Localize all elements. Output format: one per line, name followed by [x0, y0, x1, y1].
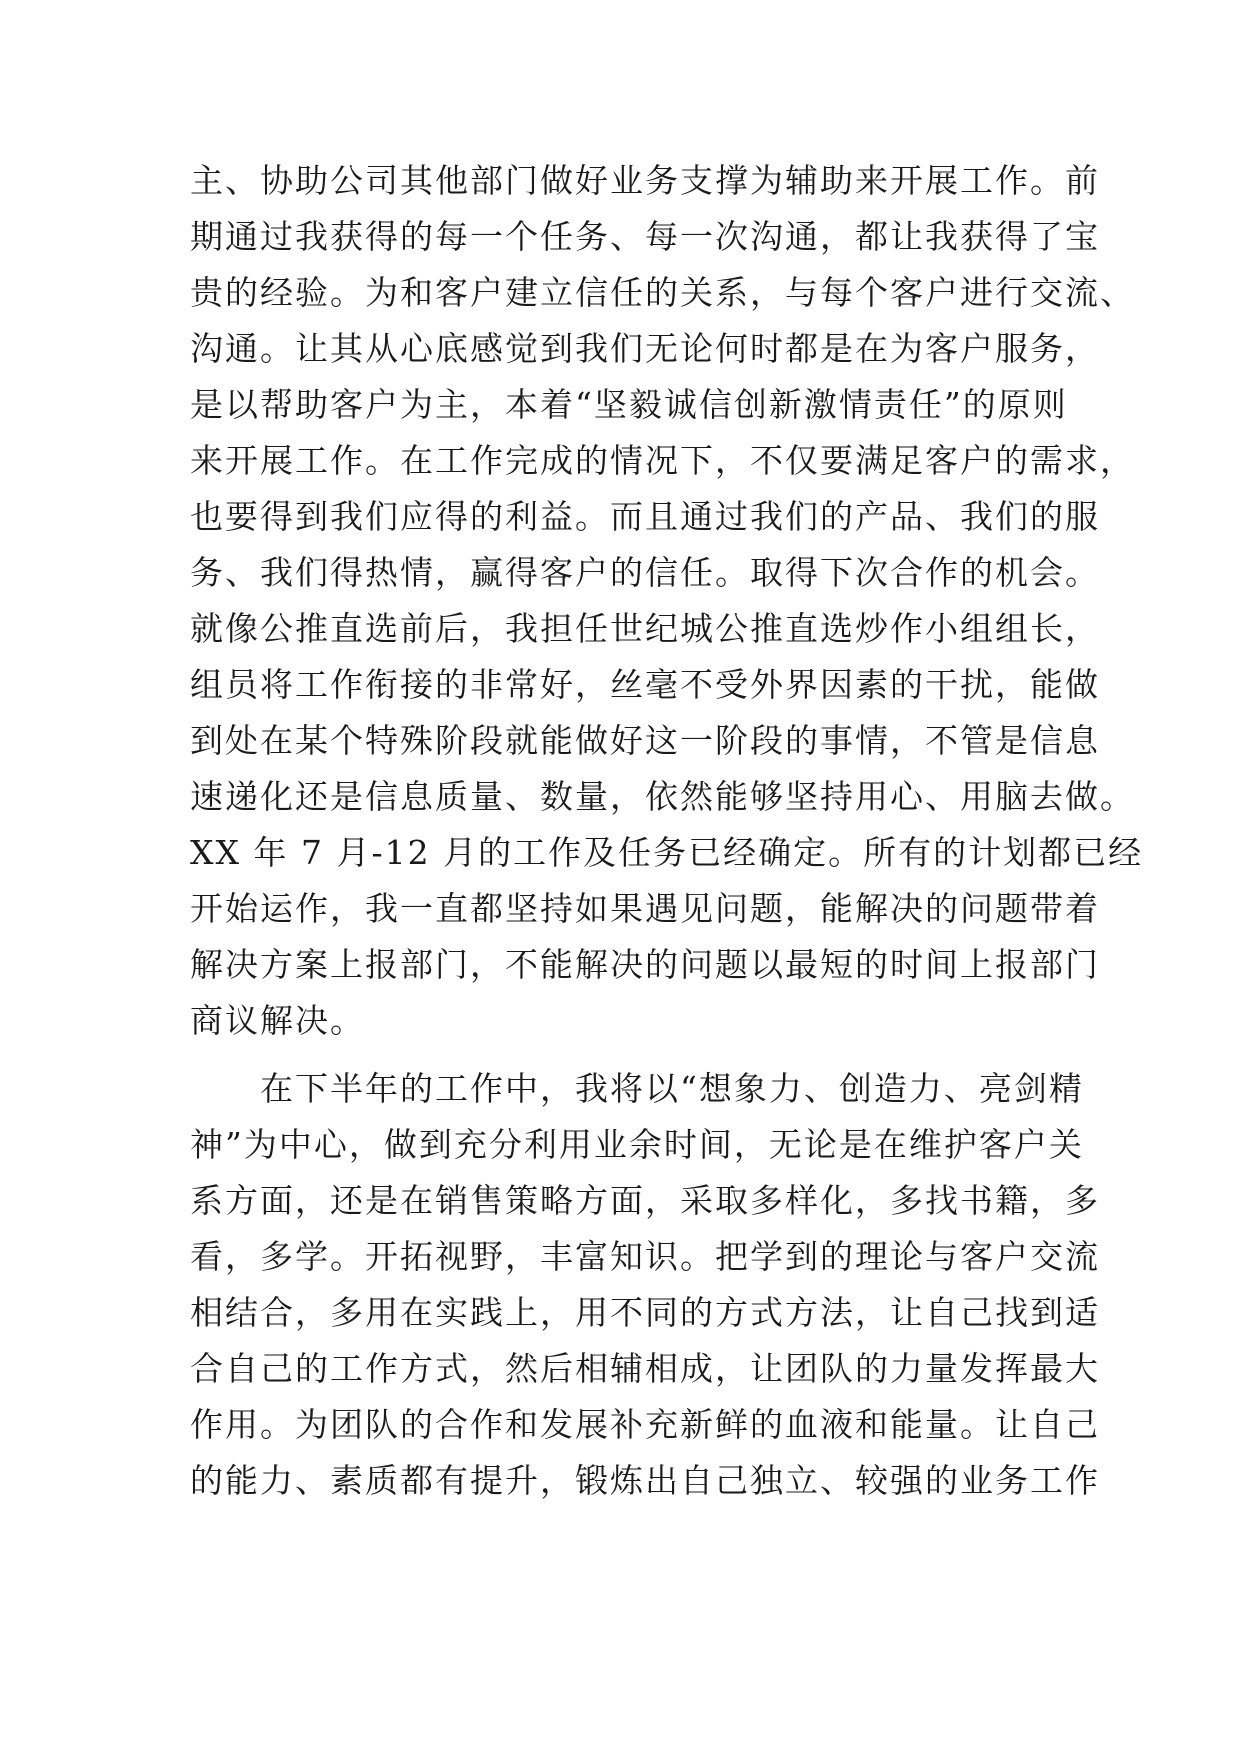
- text-line: 开始运作，我一直都坚持如果遇见问题，能解决的问题带着: [190, 889, 1100, 928]
- text-line: 速递化还是信息质量、数量，依然能够坚持用心、用脑去做。: [190, 777, 1135, 816]
- text-line: 组员将工作衔接的非常好，丝毫不受外界因素的干扰，能做: [190, 665, 1100, 704]
- text-line: 沟通。让其从心底感觉到我们无论何时都是在为客户服务，: [190, 329, 1100, 368]
- text-line: 务、我们得热情，赢得客户的信任。取得下次合作的机会。: [190, 553, 1100, 592]
- text-line: 商议解决。: [190, 1001, 365, 1040]
- text-line: 作用。为团队的合作和发展补充新鲜的血液和能量。让自己: [190, 1405, 1100, 1444]
- text-line: 相结合，多用在实践上，用不同的方式方法，让自己找到适: [190, 1293, 1100, 1332]
- text-line: 期通过我获得的每一个任务、每一次沟通，都让我获得了宝: [190, 217, 1100, 256]
- text-line: 解决方案上报部门，不能解决的问题以最短的时间上报部门: [190, 945, 1100, 984]
- text-line: 就像公推直选前后，我担任世纪城公推直选炒作小组组长，: [190, 609, 1100, 648]
- text-line: 在下半年的工作中，我将以“想象力、创造力、亮剑精: [190, 1069, 1084, 1108]
- text-line: 也要得到我们应得的利益。而且通过我们的产品、我们的服: [190, 497, 1100, 536]
- document-body: [190, 153, 1144, 1509]
- text-line: 是以帮助客户为主，本着“坚毅诚信创新激情责任”的原则: [190, 385, 1068, 424]
- text-line: 贵的经验。为和客户建立信任的关系，与每个客户进行交流、: [190, 273, 1135, 312]
- text-line: 系方面，还是在销售策略方面，采取多样化，多找书籍，多: [190, 1181, 1100, 1220]
- paragraph-gap: [190, 1049, 1070, 1061]
- text-line: 看，多学。开拓视野，丰富知识。把学到的理论与客户交流: [190, 1237, 1100, 1276]
- paragraph-1: [190, 153, 1144, 1049]
- text-line: 神”为中心，做到充分利用业余时间，无论是在维护客户关: [190, 1125, 1084, 1164]
- text-line: 来开展工作。在工作完成的情况下，不仅要满足客户的需求，: [190, 441, 1135, 480]
- text-line: 的能力、素质都有提升，锻炼出自己独立、较强的业务工作: [190, 1461, 1100, 1500]
- paragraph-2: [190, 1061, 1100, 1509]
- text-line: 主、协助公司其他部门做好业务支撑为辅助来开展工作。前: [190, 161, 1100, 200]
- text-line: 到处在某个特殊阶段就能做好这一阶段的事情，不管是信息: [190, 721, 1100, 760]
- text-line: 合自己的工作方式，然后相辅相成，让团队的力量发挥最大: [190, 1349, 1100, 1388]
- text-line: XX 年 7 月-12 月的工作及任务已经确定。所有的计划都已经: [190, 833, 1144, 872]
